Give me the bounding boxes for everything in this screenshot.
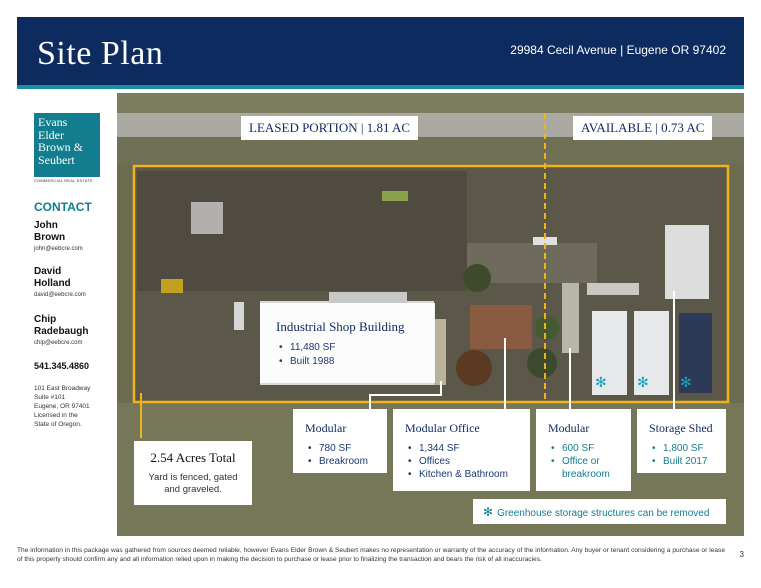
contact-phone[interactable]: 541.345.4860: [34, 361, 90, 371]
box-detail-item: • Office or breakroom: [548, 455, 619, 481]
page-number: 3: [739, 550, 744, 559]
acres-total: 2.54 Acres Total: [150, 450, 236, 465]
shop-building-label: [260, 303, 435, 383]
leased-portion-label: LEASED PORTION | 1.81 AC: [241, 116, 418, 140]
yard-description: [146, 472, 240, 496]
shed-structure: [587, 283, 639, 295]
box-detail-item: • 1,344 SF: [405, 442, 518, 455]
logo-line: Elder: [38, 127, 64, 142]
greenhouse-note-text: Greenhouse storage structures can be removed: [497, 508, 710, 519]
greenhouse-marker-icon: ✻: [680, 375, 692, 391]
yard-description-line: and graveled.: [164, 484, 222, 495]
box-detail-item: • 1,800 SF: [649, 442, 714, 455]
office-line: Suite #101: [34, 394, 66, 401]
tree: [527, 348, 557, 378]
box-title: Modular: [548, 421, 590, 435]
box-detail-item: • Built 2017: [649, 455, 714, 468]
tree: [535, 316, 559, 340]
modular-600-box: [536, 409, 631, 491]
acres-total-box: [134, 441, 252, 505]
modular-office-roof: [470, 305, 532, 349]
greenhouse-note: [473, 499, 726, 524]
vehicle: [382, 191, 408, 201]
property-address: 29984 Cecil Avenue | Eugene OR 97402: [510, 43, 726, 57]
yard-description-line: Yard is fenced, gated: [148, 472, 238, 483]
greenhouse-marker-icon: ✻: [595, 375, 607, 391]
box-details: [305, 442, 375, 468]
greenhouse-marker-icon: ✻: [637, 375, 649, 391]
box-title: Storage Shed: [649, 421, 713, 435]
shop-building-title: Industrial Shop Building: [276, 319, 405, 334]
contact-email[interactable]: david@eebcre.com: [34, 292, 86, 298]
sidebar: [17, 93, 117, 536]
storage-shed-box: [637, 409, 726, 473]
box-detail-item: • 780 SF: [305, 442, 375, 455]
shop-detail-item: • Built 1988: [276, 355, 419, 369]
contact-last-name: Holland: [34, 278, 71, 289]
box-detail-item: • Breakroom: [305, 455, 375, 468]
box-title: Modular: [305, 421, 347, 435]
contact-last-name: Radebaugh: [34, 326, 89, 337]
contact-chip-radebaugh: [34, 314, 114, 346]
tank: [234, 302, 244, 330]
company-logo: [34, 113, 100, 177]
logo-subtitle: COMMERCIAL REAL ESTATE: [34, 178, 93, 183]
office-address: [34, 384, 119, 429]
contact-email[interactable]: chip@eebcre.com: [34, 340, 83, 346]
modular-780: [434, 319, 446, 385]
modular-780-box: [293, 409, 387, 473]
box-detail-item: • Offices: [405, 455, 518, 468]
shop-detail-item: • 11,480 SF: [276, 341, 419, 355]
shop-building-details: [276, 341, 419, 369]
contact-john-brown: [34, 220, 114, 252]
box-details: [548, 442, 619, 481]
road-shoulder: [117, 137, 744, 163]
office-line: 101 East Broadway: [34, 385, 91, 392]
greenhouse-marker-icon: ✻: [483, 505, 494, 519]
logo-line: Seubert: [38, 152, 75, 167]
box-detail-item: • Kitchen & Bathroom: [405, 468, 518, 481]
logo-line: Evans: [38, 115, 68, 129]
tree: [463, 264, 491, 292]
top-field: [117, 93, 744, 113]
yard-west: [137, 171, 467, 291]
contact-first-name: David: [34, 266, 62, 277]
header-banner: [17, 17, 744, 89]
contact-heading: CONTACT: [34, 200, 92, 214]
tree: [456, 350, 492, 386]
logo-line: Brown &: [38, 140, 83, 154]
page-title: Site Plan: [37, 35, 164, 72]
available-portion-label: AVAILABLE | 0.73 AC: [573, 116, 712, 140]
storage-shed-roof: [665, 225, 709, 299]
forklift: [161, 279, 183, 293]
office-line: State of Oregon.: [34, 421, 82, 428]
disclaimer: The information in this package was gathered from sources deemed reliable, however Evans Elder Brown & Seubert makes no representation or warranty of the accuracy of the information. Any buyer or tenant considering a purchase or lease of this property should confirm any and all information relied upon in making the decision to purchase or lease prior to finalizing the transaction and bears the risk of all inaccuracies.: [17, 547, 725, 563]
office-line: Licensed in the: [34, 412, 78, 419]
contact-first-name: John: [34, 220, 58, 231]
box-title: Modular Office: [405, 421, 480, 435]
modular-office-box: [393, 409, 530, 491]
office-line: Eugene, OR 97401: [34, 403, 90, 410]
contact-first-name: Chip: [34, 314, 57, 325]
modular-600: [562, 283, 579, 353]
contact-email[interactable]: john@eebcre.com: [34, 246, 83, 252]
box-details: [649, 442, 714, 468]
equipment-rack: [191, 202, 223, 234]
contact-last-name: Brown: [34, 232, 66, 243]
box-details: [405, 442, 518, 481]
contact-david-holland: [34, 266, 114, 298]
box-detail-item: • 600 SF: [548, 442, 619, 455]
